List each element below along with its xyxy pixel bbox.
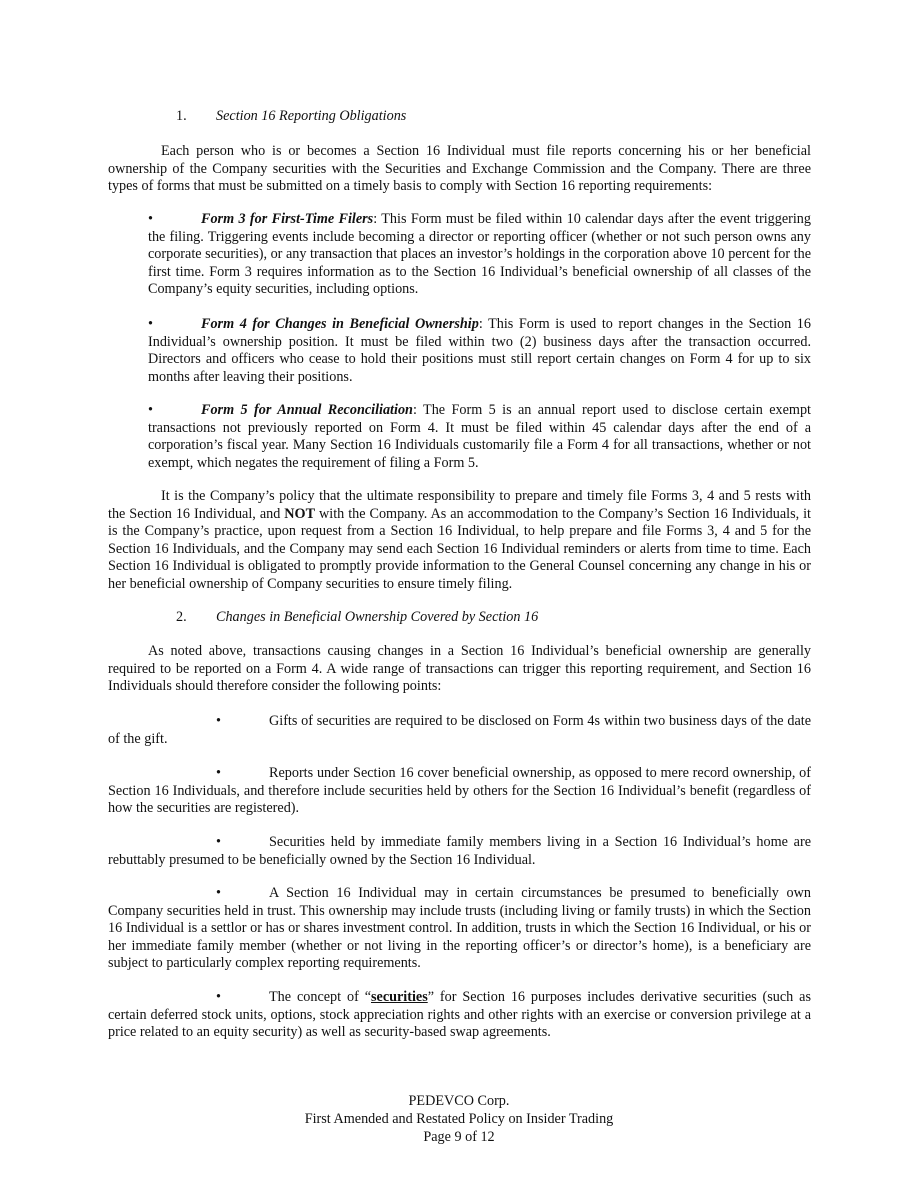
securities-concept-pre: The concept of “ <box>269 989 371 1005</box>
footer-policy-title: First Amended and Restated Policy on Insider Trading <box>304 1111 614 1127</box>
section-2-number: 2. <box>176 609 187 625</box>
section-2-intro: As noted above, transactions causing changes in a Section 16 Individual’s beneficial ownership are generally required to be reported on a Form 4. A wide range of transactions can trigger this reporting requirement, and Section 16 Individuals should therefore consider the following points: <box>108 643 811 694</box>
trusts-point-text: A Section 16 Individual may in certain circumstances be presumed to beneficially own Company securities held in trust. This ownership may include trusts (including living or family trusts) in which the Section 16 Individual is a settlor or has or shares investment control. In addition, trusts in which the Section 16 Individual, or his or her immediate family member (whether or not living in the reporting officer’s or director’s home), is a beneficiary are subject to particularly complex reporting requirements. <box>108 885 811 971</box>
form-3-title: Form 3 for First-Time Filers <box>201 211 374 227</box>
bullet-marker: • <box>148 211 153 227</box>
bullet-marker: • <box>216 834 221 850</box>
gifts-point <box>108 713 811 748</box>
form-5-text: : The Form 5 is an annual report used to disclose certain exempt transactions not previously reported on Form 4. It must be filed within 45 calendar days after the end of a corporation’s fiscal year. Many Section 16 Individuals customarily file a Form 4 for all transactions, whether or not exempt, which negates the requirement of filing a Form 5. <box>148 402 811 471</box>
form-3-bullet <box>148 211 811 299</box>
beneficial-ownership-point-text: Reports under Section 16 cover beneficial ownership, as opposed to mere record ownership, of Section 16 Individuals, and therefore include securities held by others for the Section 16 Individual’s benefit (regardless of how the securities are registered). <box>108 765 811 816</box>
policy-text-part-2: with the Company. As an accommodation to the Company’s Section 16 Individuals, it is the Company’s practice, upon request from a Section 16 Individual, to help prepare and file Forms 3, 4 and 5 for the Section 16 Individuals, and the Company may send each Section 16 Individual reminders or alerts from time to time. Each Section 16 Individual is obligated to promptly provide information to the General Counsel concerning any change in his or her beneficial ownership of Company securities to ensure timely filing. <box>108 505 811 592</box>
bullet-marker: • <box>216 885 221 901</box>
bullet-marker: • <box>216 989 221 1005</box>
section-1-number: 1. <box>176 108 187 124</box>
form-5-title: Form 5 for Annual Reconciliation <box>201 402 413 418</box>
form-5-bullet <box>148 402 811 472</box>
section-2-heading <box>176 609 538 627</box>
family-members-point <box>108 834 811 869</box>
section-2-title: Changes in Beneficial Ownership Covered by Section 16 <box>216 609 539 625</box>
form-4-title: Form 4 for Changes in Beneficial Ownership <box>201 316 479 332</box>
section-1-title: Section 16 Reporting Obligations <box>216 108 407 124</box>
gifts-point-text: Gifts of securities are required to be disclosed on Form 4s within two business days of the date of the gift. <box>108 713 811 747</box>
securities-defined-term: securities <box>371 989 428 1005</box>
beneficial-ownership-point <box>108 765 811 818</box>
trusts-point <box>108 885 811 973</box>
form-4-bullet <box>148 316 811 386</box>
bullet-marker: • <box>148 402 153 418</box>
family-members-point-text: Securities held by immediate family members living in a Section 16 Individual’s home are rebuttably presumed to be beneficially owned by the Section 16 Individual. <box>108 834 811 868</box>
section-1-intro: Each person who is or becomes a Section 16 Individual must file reports concerning his or her beneficial ownership of the Company securities with the Securities and Exchange Commission and the Company. There are three types of forms that must be submitted on a timely basis to comply with Section 16 reporting requirements: <box>108 143 811 194</box>
footer-company: PEDEVCO Corp. <box>408 1093 510 1109</box>
bullet-marker: • <box>216 765 221 781</box>
policy-not-emphasis: NOT <box>284 505 316 522</box>
page-footer <box>0 1093 918 1147</box>
securities-concept-post: ” for Section 16 purposes includes derivative securities (such as certain deferred stock units, options, stock appreciation rights and other rights with an exercise or conversion privilege at a price related to an equity security) as well as security-based swap agreements. <box>108 989 811 1040</box>
bullet-marker: • <box>216 713 221 729</box>
bullet-marker: • <box>148 316 153 332</box>
securities-concept-point <box>108 989 811 1042</box>
company-policy-paragraph <box>108 488 811 593</box>
form-4-text: : This Form is used to report changes in the Section 16 Individual’s ownership position. It must be filed within two (2) business days after the transaction occurred. Directors and officers who cease to hold their positions must still report certain changes on Form 4 for up to six months after leaving their positions. <box>148 316 811 385</box>
policy-text-part-1: It is the Company’s policy that the ultimate responsibility to prepare and timely file Forms 3, 4 and 5 rests with the Section 16 Individual, and <box>108 488 811 522</box>
footer-page-number: Page 9 of 12 <box>423 1129 495 1145</box>
section-1-heading <box>176 108 406 126</box>
form-3-text: : This Form must be filed within 10 calendar days after the event triggering the filing. Triggering events include becoming a director or reporting officer (whether or not such person owns any corporate securities), or any transaction that places an investor’s holdings in the corporation above 10 percent for the first time. Form 3 requires information as to the Section 16 Individual’s beneficial ownership of all classes of the Company’s equity securities, including options. <box>148 211 811 297</box>
